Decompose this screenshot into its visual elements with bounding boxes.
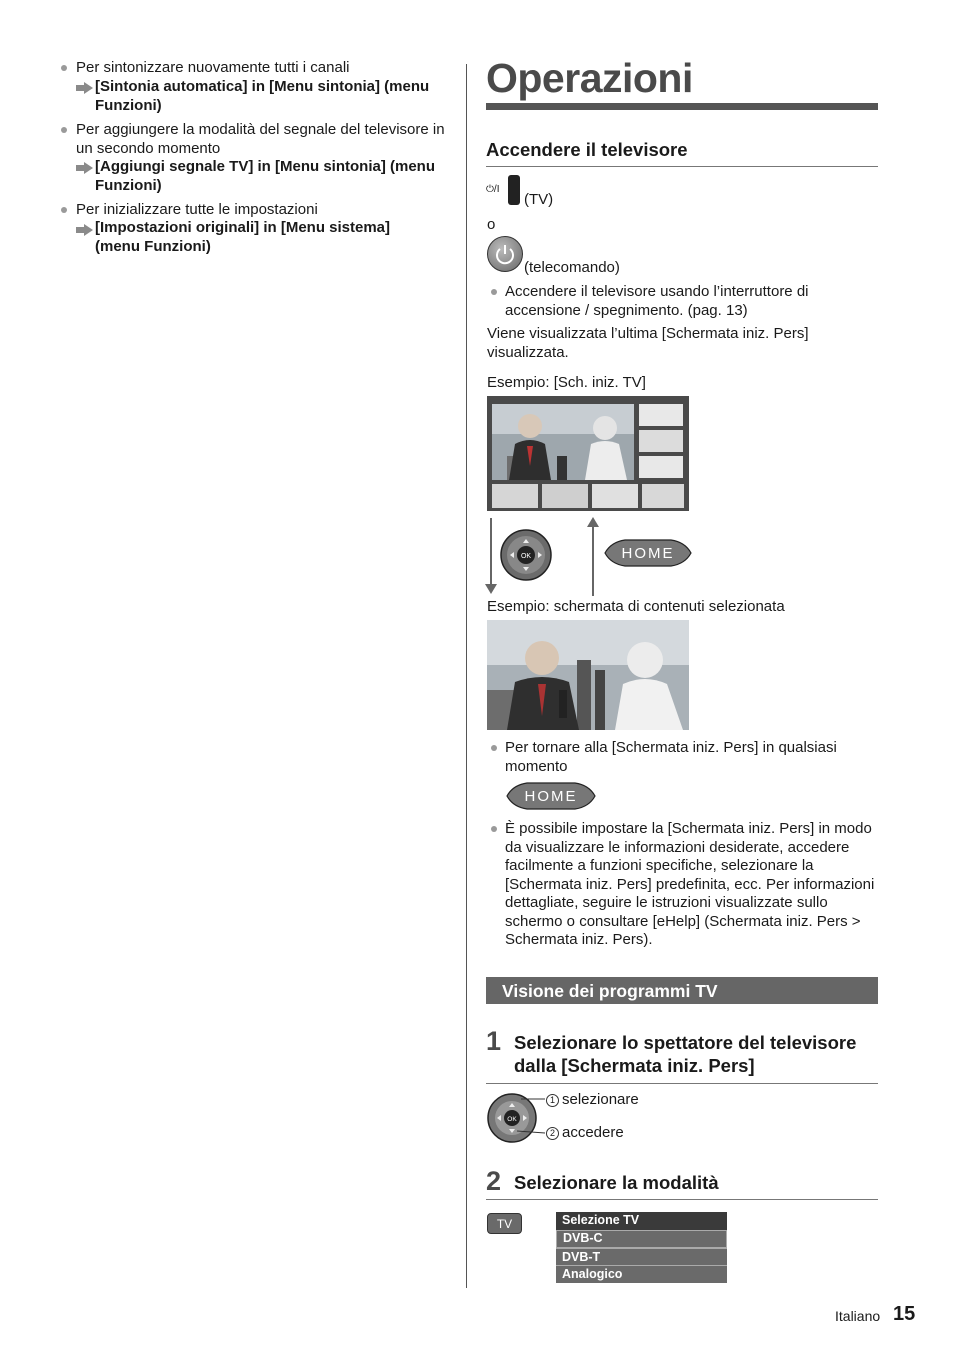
step-title: Selezionare lo spettatore del televisore dalla [Schermata iniz. Pers]	[514, 1032, 857, 1076]
bullet-text: È possibile impostare la [Schermata iniz. Pers] in modo da visualizzare le informazioni desiderate, accedere facilmente a funzioni specifiche, selezionare la [Schermata iniz. Pers] predefinita, ecc. Per informazioni dettagliate, seguire le istruzioni visualizzate sullo schermo o consultare [eHelp] (Schermata iniz. Pers > Schermata iniz. Pers).	[505, 820, 875, 948]
list-item-text: Per inizializzare tutte le impostazioni	[76, 201, 318, 218]
ok-label: OK	[520, 553, 532, 560]
list-item-ref: [Sintonia automatica] in [Menu sintonia] (menu Funzioni)	[95, 78, 430, 114]
ok-dpad-icon	[500, 529, 552, 581]
menu-option: DVB-C	[556, 1230, 727, 1248]
step-sub-label: selezionare	[562, 1091, 639, 1108]
home-screen-image	[487, 396, 689, 511]
example-caption: Esempio: [Sch. iniz. TV]	[487, 374, 646, 391]
home-button-icon	[505, 779, 597, 813]
section-heading: Accendere il televisore	[486, 139, 688, 160]
or-label: o	[487, 216, 496, 233]
tv-button-icon: TV	[487, 1213, 522, 1234]
page-title: Operazioni	[486, 55, 693, 101]
dpad-select-icon	[485, 1091, 547, 1145]
power-symbol: ⏻/I	[486, 184, 500, 195]
section-rule	[486, 166, 878, 167]
step-sub-label: accedere	[562, 1124, 624, 1141]
up-arrow-icon	[587, 517, 599, 527]
home-label: HOME	[524, 788, 578, 805]
ok-label: OK	[507, 1116, 517, 1123]
bullet-icon	[491, 745, 497, 751]
menu-option: Analogico	[556, 1265, 727, 1283]
menu-option: DVB-T	[556, 1248, 727, 1266]
tv-power-switch-icon	[508, 175, 520, 205]
step-rule	[486, 1199, 878, 1200]
footer-language: Italiano	[835, 1308, 881, 1324]
step-rule	[486, 1083, 878, 1084]
list-item-ref: [Impostazioni originali] in [Menu sistema] (menu Funzioni)	[95, 219, 391, 255]
bullet-icon	[61, 207, 67, 213]
bullet-icon	[61, 127, 67, 133]
section-band: Visione dei programmi TV	[486, 977, 878, 1004]
list-item-text: Per aggiungere la modalità del segnale del televisore in un secondo momento	[76, 121, 445, 157]
bullet-text: Per tornare alla [Schermata iniz. Pers] in qualsiasi momento	[505, 739, 837, 775]
list-item-text: Per sintonizzare nuovamente tutti i canali	[76, 59, 350, 76]
content-screen-image	[487, 620, 689, 730]
bullet-icon	[491, 289, 497, 295]
remote-power-button-icon	[487, 236, 523, 272]
down-arrow-line	[490, 518, 492, 586]
arrow-right-icon	[84, 224, 93, 236]
column-divider	[466, 64, 467, 1288]
remote-label: (telecomando)	[524, 259, 620, 276]
tv-label: (TV)	[524, 191, 554, 208]
paragraph: Viene visualizzata l’ultima [Schermata iniz. Pers] visualizzata.	[487, 325, 809, 361]
circled-number-1: 1	[546, 1094, 559, 1107]
step-title: Selezionare la modalità	[514, 1172, 719, 1193]
circled-number-2: 2	[546, 1127, 559, 1140]
page-number: 15	[893, 1303, 916, 1325]
menu-title: Selezione TV	[562, 1213, 640, 1227]
title-underline	[486, 103, 878, 110]
bullet-text: Accendere il televisore usando l’interruttore di accensione / spegnimento. (pag. 13)	[505, 283, 809, 319]
bullet-icon	[491, 826, 497, 832]
down-arrow-icon	[485, 584, 497, 594]
step-number: 1	[486, 1026, 502, 1056]
example-caption: Esempio: schermata di contenuti selezionata	[487, 598, 785, 615]
arrow-right-icon	[84, 162, 93, 174]
list-item-ref: [Aggiungi segnale TV] in [Menu sintonia] (menu Funzioni)	[95, 158, 435, 194]
home-button-icon	[603, 536, 693, 570]
bullet-icon	[61, 65, 67, 71]
arrow-right-icon	[84, 82, 93, 94]
tv-selection-menu	[556, 1212, 727, 1283]
home-label: HOME	[621, 545, 675, 562]
up-arrow-line	[592, 526, 594, 596]
step-number: 2	[486, 1166, 502, 1196]
